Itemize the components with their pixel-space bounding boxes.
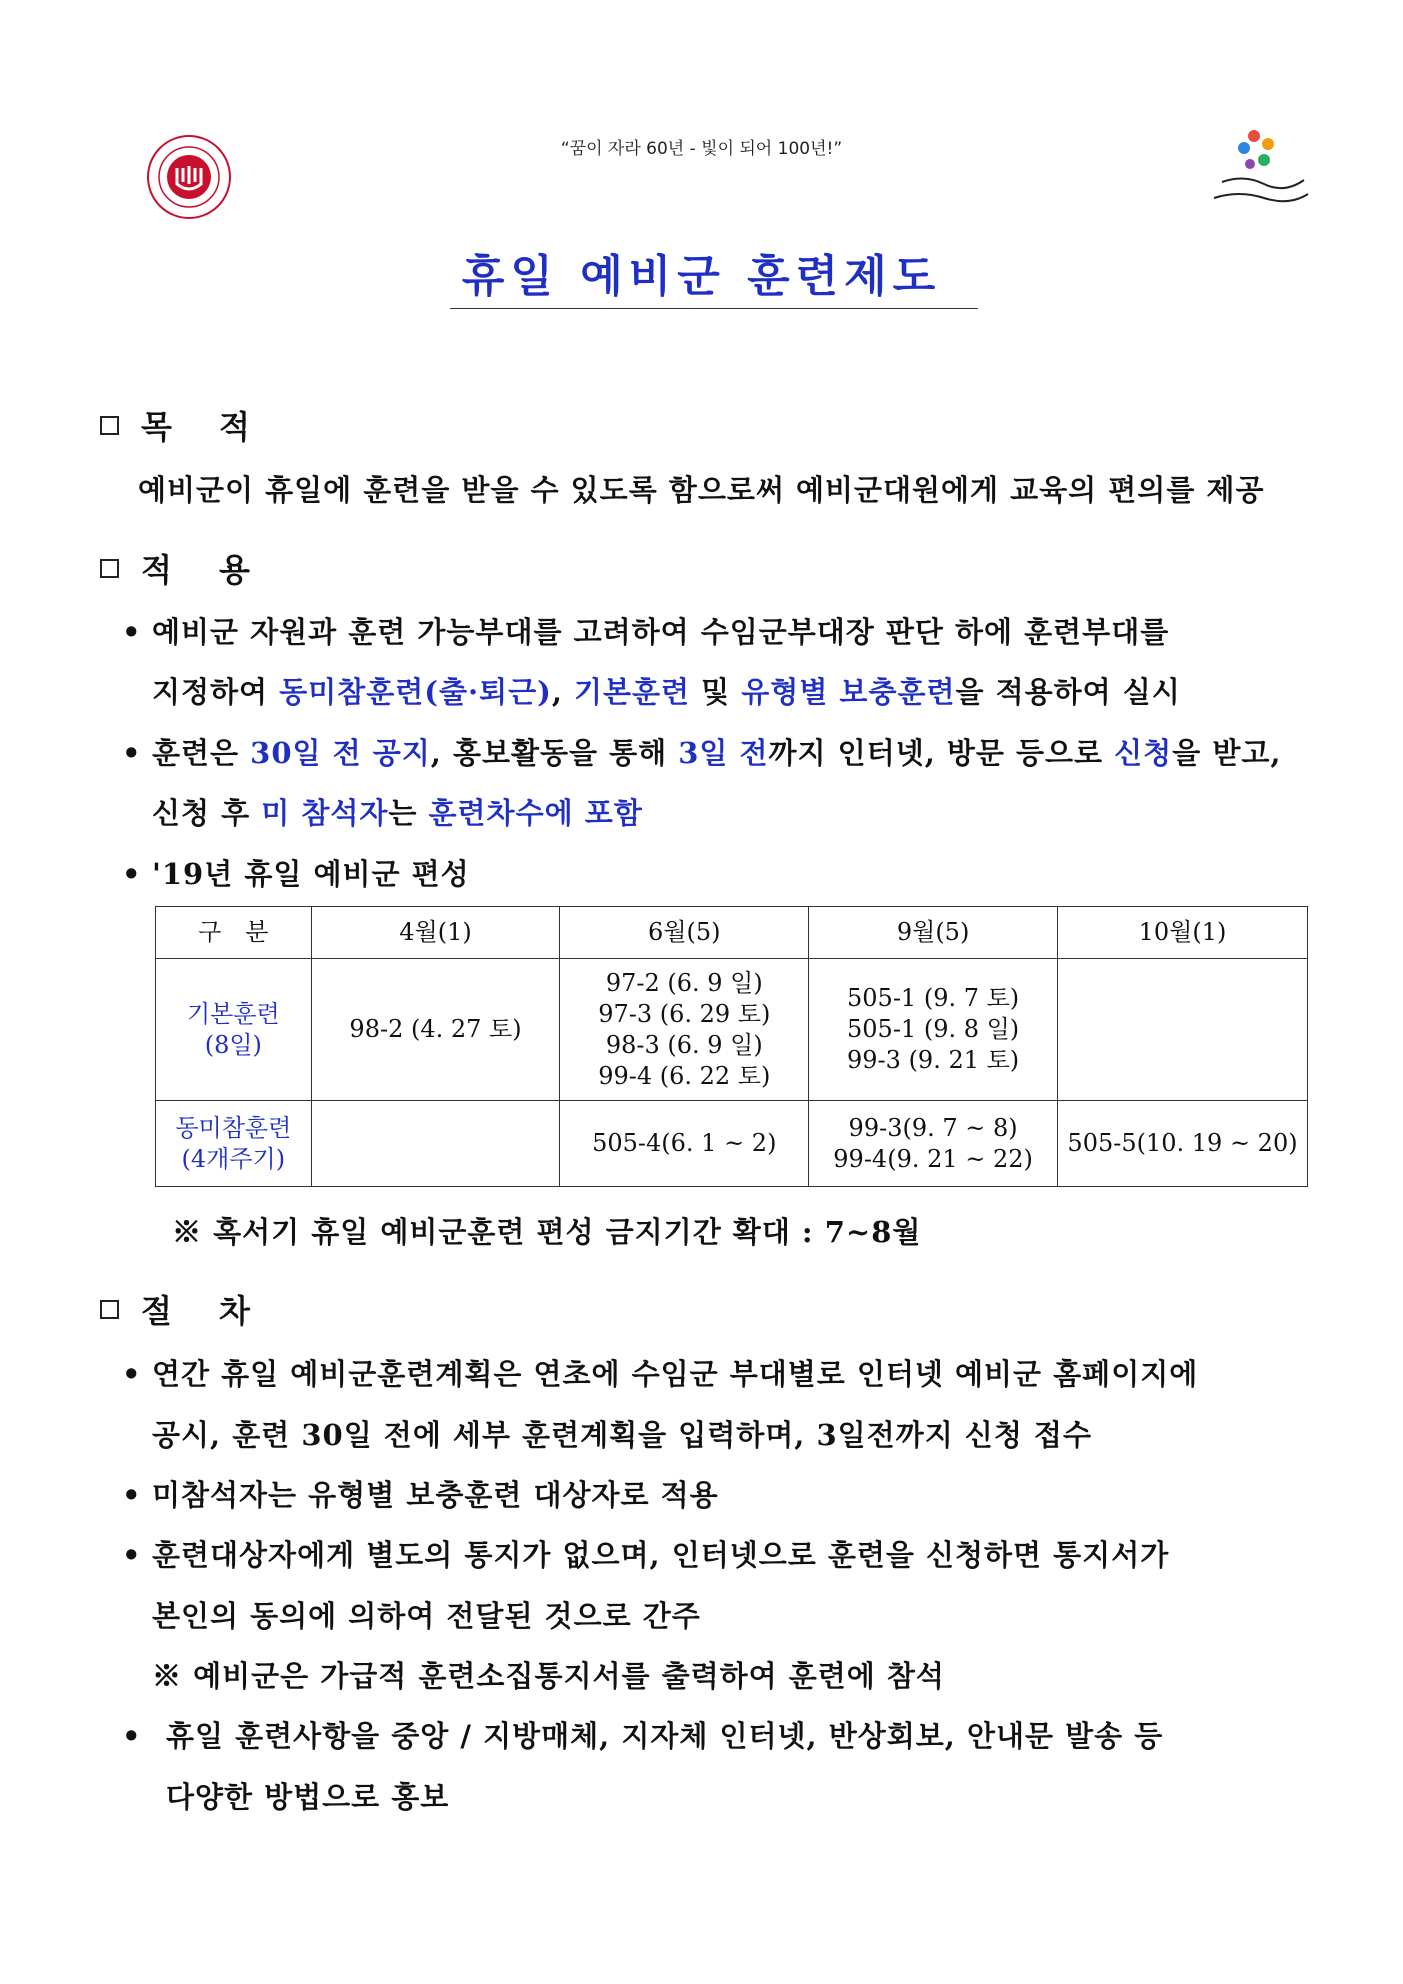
checkbox-square-icon — [100, 559, 119, 578]
table-header-cell: 4월(1) — [311, 907, 560, 959]
table-row — [156, 959, 1308, 1101]
page-title: 휴일 예비군 훈련제도 — [461, 251, 942, 302]
table-header-cell: 10월(1) — [1058, 907, 1308, 959]
procedure-note: ※ 예비군은 가급적 훈련소집통지서를 출력하여 훈련에 참석 — [152, 1659, 945, 1693]
section-heading-application: 적 용 — [100, 545, 268, 591]
bullet-icon: • — [122, 1478, 142, 1512]
bullet-icon: • — [122, 1357, 142, 1391]
table-header-cell: 6월(5) — [560, 907, 809, 959]
procedure-bullet-4-line-1: • 휴일 훈련사항을 중앙 / 지방매체, 지자체 인터넷, 반상회보, 안내문 발송 등 — [122, 1719, 1164, 1753]
application-bullet-1-line-1: • 예비군 자원과 훈련 가능부대를 고려하여 수임군부대장 판단 하에 훈련부대를 — [122, 615, 1170, 649]
application-bullet-3: • '19년 휴일 예비군 편성 — [122, 857, 470, 891]
table-cell — [311, 1101, 560, 1187]
bullet-icon: • — [122, 1538, 142, 1572]
procedure-bullet-3-line-1: • 훈련대상자에게 별도의 통지가 없으며, 인터넷으로 훈련을 신청하면 통지서가 — [122, 1538, 1170, 1572]
table-row — [156, 1101, 1308, 1187]
table-header-row — [156, 907, 1308, 959]
section-heading-procedure: 절 차 — [100, 1286, 268, 1332]
education-community-logo-icon — [1204, 124, 1314, 210]
application-bullet-2-line-2: 신청 후 미 참석자는 훈련차수에 포함 — [152, 796, 643, 830]
table-cell: 505-5(10. 19 ~ 20) — [1058, 1101, 1308, 1187]
table-header-cell: 9월(5) — [809, 907, 1058, 959]
table-cell: 505-4(6. 1 ~ 2) — [560, 1101, 809, 1187]
checkbox-square-icon — [100, 416, 119, 435]
procedure-bullet-3-line-2: 본인의 동의에 의하여 전달된 것으로 간주 — [152, 1599, 701, 1633]
bullet-icon: • — [122, 1719, 142, 1753]
row-label-cell: 기본훈련 (8일) — [156, 959, 312, 1101]
header-slogan: “꿈이 자라 60년 - 빛이 되어 100년!” — [560, 139, 843, 159]
application-bullet-1-line-2: 지정하여 동미참훈련(출·퇴근), 기본훈련 및 유형별 보충훈련을 적용하여 실시 — [152, 675, 1181, 709]
title-underline — [450, 308, 978, 309]
procedure-bullet-1-line-2: 공시, 훈련 30일 전에 세부 훈련계획을 입력하며, 3일전까지 신청 접수 — [152, 1418, 1092, 1452]
bullet-icon: • — [122, 857, 142, 891]
table-header-cell: 구 분 — [156, 907, 312, 959]
table-cell — [1058, 959, 1308, 1101]
table-cell: 97-2 (6. 9 일) 97-3 (6. 29 토) 98-3 (6. 9 일) 99-4 (6. 22 토) — [560, 959, 809, 1101]
table-cell: 505-1 (9. 7 토) 505-1 (9. 8 일) 99-3 (9. 21 토) — [809, 959, 1058, 1101]
heat-season-note: ※ 혹서기 휴일 예비군훈련 편성 금지기간 확대 : 7~8월 — [172, 1215, 922, 1249]
procedure-bullet-2: • 미참석자는 유형별 보충훈련 대상자로 적용 — [122, 1478, 719, 1512]
table-cell: 99-3(9. 7 ~ 8) 99-4(9. 21 ~ 22) — [809, 1101, 1058, 1187]
procedure-bullet-4-line-2: 다양한 방법으로 홍보 — [166, 1780, 450, 1814]
row-label-cell: 동미참훈련 (4개주기) — [156, 1101, 312, 1187]
procedure-bullet-1-line-1: • 연간 휴일 예비군훈련계획은 연초에 수임군 부대별로 인터넷 예비군 홈페이지에 — [122, 1357, 1199, 1391]
checkbox-square-icon — [100, 1300, 119, 1319]
bullet-icon: • — [122, 736, 142, 770]
application-bullet-2-line-1: • 훈련은 30일 전 공지, 홍보활동을 통해 3일 전까지 인터넷, 방문 등으로 신청을 받고, — [122, 736, 1282, 770]
table-cell: 98-2 (4. 27 토) — [311, 959, 560, 1101]
purpose-text: 예비군이 휴일에 훈련을 받을 수 있도록 함으로써 예비군대원에게 교육의 편의를 제공 — [138, 473, 1265, 507]
schedule-table — [155, 906, 1308, 1187]
bullet-icon: • — [122, 615, 142, 649]
section-heading-purpose: 목 적 — [100, 402, 268, 448]
